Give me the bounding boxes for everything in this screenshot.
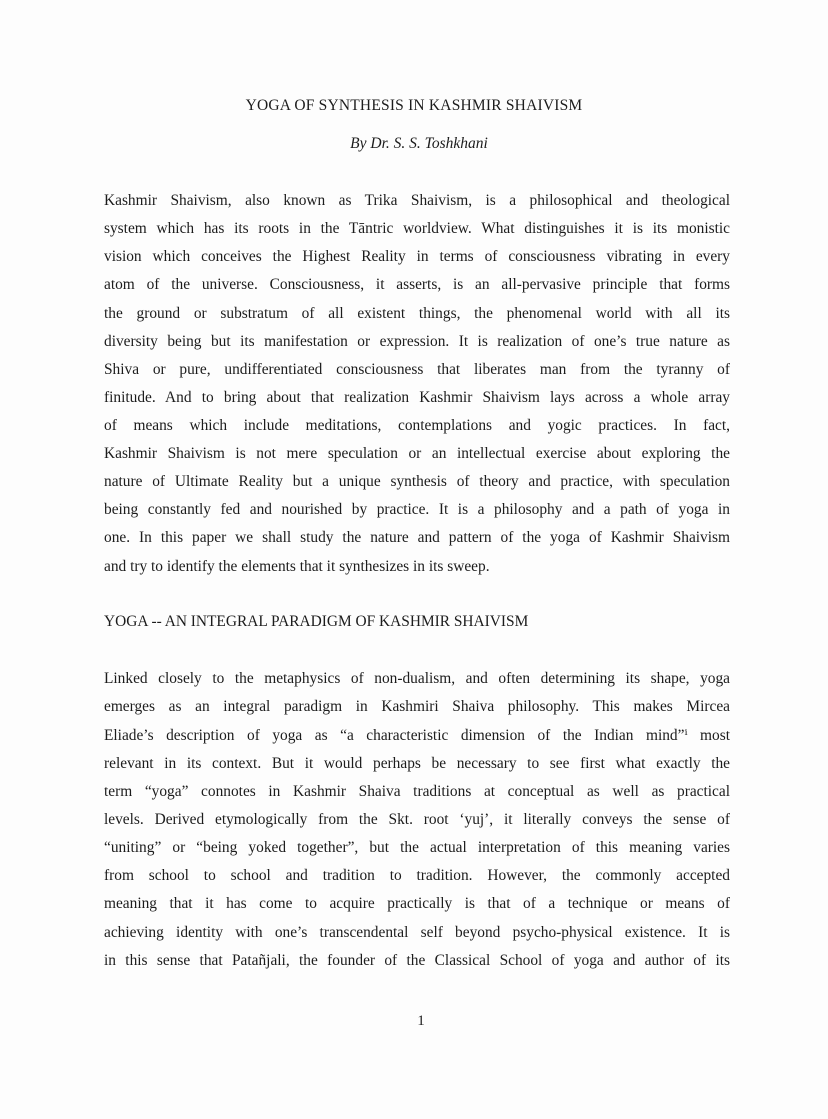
paragraph-line: one. In this paper we shall study the nature and pattern of the yoga of Kashmir Shaivism bbox=[104, 529, 730, 546]
paragraph-line: diversity being but its manifestation or expression. It is realization of one’s true nature as bbox=[104, 333, 730, 350]
paragraph-line: vision which conceives the Highest Reality in terms of consciousness vibrating in every bbox=[104, 248, 730, 265]
paragraph-line: achieving identity with one’s transcendental self beyond psycho-physical existence. It is bbox=[104, 924, 730, 941]
section-heading: YOGA -- AN INTEGRAL PARADIGM OF KASHMIR SHAIVISM bbox=[104, 613, 529, 630]
paragraph-line: the ground or substratum of all existent things, the phenomenal world with all its bbox=[104, 305, 730, 322]
paragraph-line: system which has its roots in the Tāntric worldview. What distinguishes it is its monistic bbox=[104, 220, 730, 237]
paragraph-line: of means which include meditations, contemplations and yogic practices. In fact, bbox=[104, 417, 730, 434]
author-byline: By Dr. S. S. Toshkhani bbox=[350, 135, 488, 152]
paragraph-line: in this sense that Patañjali, the founder of the Classical School of yoga and author of its bbox=[104, 952, 730, 969]
paragraph-line: term “yoga” connotes in Kashmir Shaiva traditions at conceptual as well as practical bbox=[104, 783, 730, 800]
paragraph-line: relevant in its context. But it would perhaps be necessary to see first what exactly the bbox=[104, 755, 730, 772]
paragraph-line: Kashmir Shaivism is not mere speculation or an intellectual exercise about exploring the bbox=[104, 445, 730, 462]
paragraph-line: levels. Derived etymologically from the Skt. root ‘yuj’, it literally conveys the sense of bbox=[104, 811, 730, 828]
paragraph-line: Eliade’s description of yoga as “a characteristic dimension of the Indian mind”ⁱ most bbox=[104, 727, 730, 744]
paragraph-line: being constantly fed and nourished by practice. It is a philosophy and a path of yoga in bbox=[104, 501, 730, 518]
paragraph-line: Shiva or pure, undifferentiated consciousness that liberates man from the tyranny of bbox=[104, 361, 730, 378]
paragraph-line: and try to identify the elements that it synthesizes in its sweep. bbox=[104, 558, 490, 575]
paragraph-line: nature of Ultimate Reality but a unique synthesis of theory and practice, with speculation bbox=[104, 473, 730, 490]
paragraph-line: meaning that it has come to acquire practically is that of a technique or means of bbox=[104, 895, 730, 912]
paragraph-line: Kashmir Shaivism, also known as Trika Shaivism, is a philosophical and theological bbox=[104, 192, 730, 209]
paragraph-line: emerges as an integral paradigm in Kashmiri Shaiva philosophy. This makes Mircea bbox=[104, 698, 730, 715]
page-number: 1 bbox=[417, 1013, 425, 1029]
paragraph-line: Linked closely to the metaphysics of non-dualism, and often determining its shape, yoga bbox=[104, 670, 730, 687]
paragraph-line: “uniting” or “being yoked together”, but the actual interpretation of this meaning varies bbox=[104, 839, 730, 856]
paragraph-line: from school to school and tradition to tradition. However, the commonly accepted bbox=[104, 867, 730, 884]
document-title: YOGA OF SYNTHESIS IN KASHMIR SHAIVISM bbox=[245, 97, 583, 114]
paragraph-line: atom of the universe. Consciousness, it asserts, is an all-pervasive principle that forms bbox=[104, 276, 730, 293]
paragraph-line: finitude. And to bring about that realization Kashmir Shaivism lays across a whole array bbox=[104, 389, 730, 406]
